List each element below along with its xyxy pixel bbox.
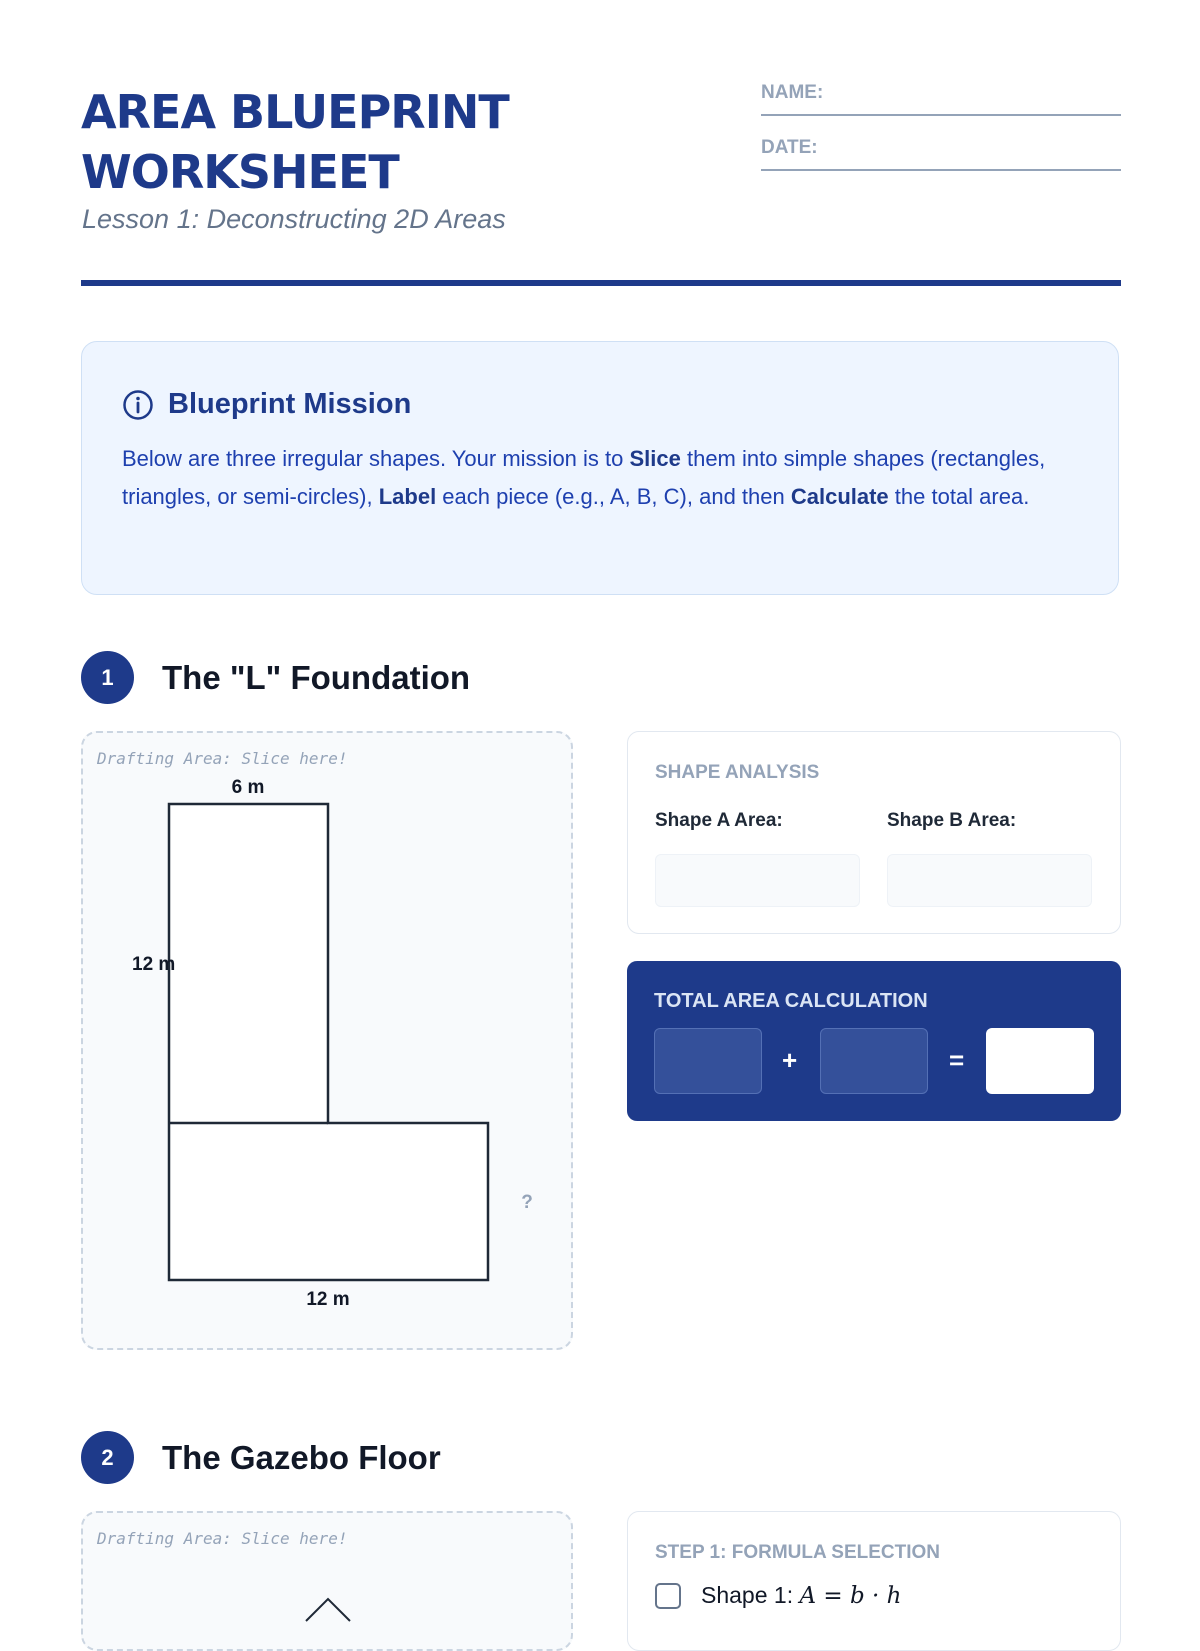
mission-panel [81, 341, 1119, 595]
problem-2-number: 2 [81, 1431, 134, 1484]
shape-a-area-input[interactable] [655, 854, 860, 907]
addend-a-input[interactable] [654, 1028, 762, 1094]
formula-1-math: A = b · h [799, 1583, 902, 1609]
total-area-heading: TOTAL AREA CALCULATION [654, 990, 928, 1012]
shape-analysis-heading: SHAPE ANALYSIS [655, 762, 820, 783]
problem-1-drafting-area[interactable] [81, 731, 573, 1350]
title-line-2: WORKSHEET [81, 145, 399, 199]
keyword-calculate: Calculate [790, 484, 889, 509]
worksheet-title [81, 82, 641, 202]
formula-selection-card [627, 1511, 1121, 1651]
shape-b-label: Shape B Area: [887, 810, 1017, 831]
dim-top: 6 m [231, 777, 265, 798]
l-shape-diagram[interactable] [83, 733, 571, 1348]
info-icon [122, 389, 154, 421]
problem-2-title: The Gazebo Floor [162, 1438, 441, 1476]
keyword-label: Label [378, 484, 437, 509]
title-line-1: AREA BLUEPRINT [81, 85, 509, 139]
l-shape-outline [169, 804, 488, 1280]
date-field[interactable] [761, 137, 1121, 171]
total-area-input[interactable] [986, 1028, 1094, 1094]
dim-right-unknown: ? [521, 1192, 533, 1213]
shape-b-area-input[interactable] [887, 854, 1092, 907]
formula-1 [701, 1582, 901, 1609]
name-label: NAME: [761, 82, 824, 103]
mission-title: Blueprint Mission [168, 388, 412, 420]
problem-2-drafting-area[interactable] [81, 1511, 573, 1651]
date-label: DATE: [761, 137, 818, 158]
addend-b-input[interactable] [820, 1028, 928, 1094]
problem-1-number: 1 [81, 651, 134, 704]
formula-1-label: Shape 1: [701, 1582, 800, 1608]
mission-text: Below are three irregular shapes. Your mission is to Slice them into simple shapes (rectangles, triangles, or semi-circles), Label each piece (e.g., A, B, C), and then Calculate the total area. [122, 446, 1046, 509]
drafting-label: Drafting Area: Slice here! [97, 1529, 348, 1548]
name-field[interactable] [761, 82, 1121, 116]
equals-sign: = [949, 1045, 965, 1075]
formula-selection-heading: STEP 1: FORMULA SELECTION [655, 1542, 941, 1563]
shape-a-label: Shape A Area: [655, 810, 783, 831]
mission-header [122, 388, 411, 421]
formula-1-checkbox[interactable] [655, 1583, 681, 1609]
total-area-card [627, 961, 1121, 1121]
dim-bottom: 12 m [306, 1289, 350, 1310]
shape-analysis-card [627, 731, 1121, 934]
gazebo-diagram[interactable] [83, 1513, 571, 1649]
keyword-slice: Slice [629, 446, 681, 471]
lesson-subtitle: Lesson 1: Deconstructing 2D Areas [82, 204, 506, 234]
plus-sign: + [782, 1045, 798, 1075]
drafting-label: Drafting Area: Slice here! [97, 749, 348, 768]
gazebo-roof-peak [306, 1599, 350, 1621]
dim-left: 12 m [132, 954, 176, 975]
header-divider [81, 280, 1121, 286]
problem-2-header [81, 1431, 441, 1484]
problem-1-title: The "L" Foundation [162, 658, 471, 696]
problem-1-header [81, 651, 470, 704]
